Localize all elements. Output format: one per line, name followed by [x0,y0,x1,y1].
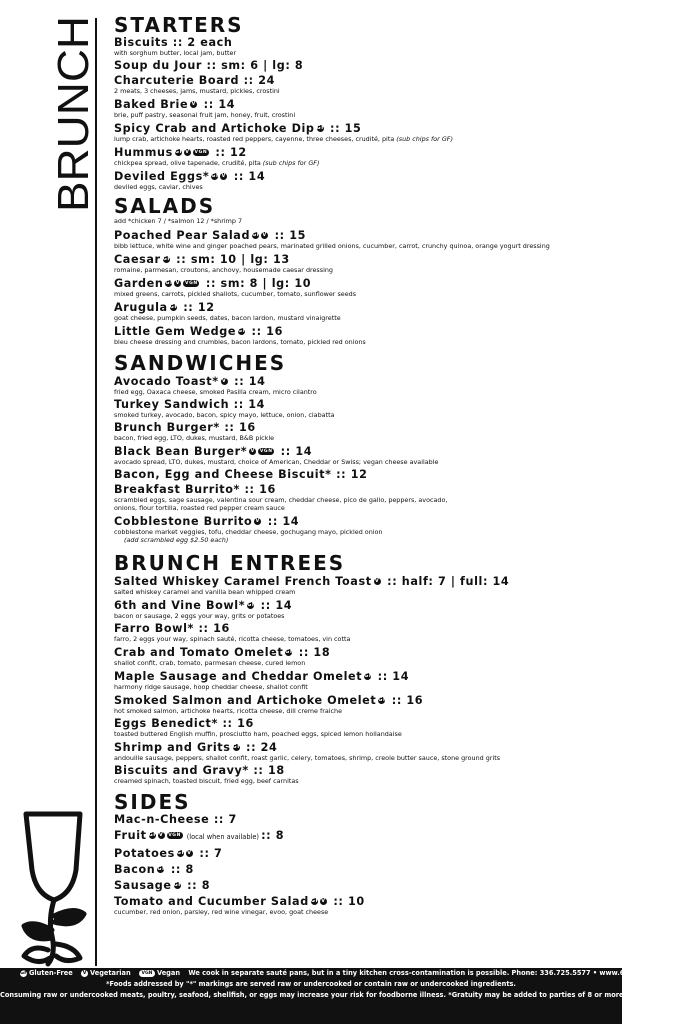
gf-icon: GF [232,743,242,750]
item-desc: bibb lettuce, white wine and ginger poached pears, marinated grilled onions, cucumber, carrot, crunchy quinoa, orange yogurt dressing [114,242,550,250]
item-desc: creamed spinach, toasted biscuit, fried egg, beef carnitas [114,777,299,785]
menu-item [114,813,614,826]
vegan-icon: VGN [185,280,198,286]
diet-badges [174,878,183,891]
menu-item [114,145,614,167]
diet-badges [157,862,166,875]
item-price: :: half: 7 | full: 14 [382,575,510,588]
diet-badges [364,669,373,682]
item-price: :: 8 [261,829,285,842]
item-desc: scrambled eggs, sage sausage, valentina sour cream, cheddar cheese, pico de gallo, peppers, avocado, [114,496,448,504]
item-price: :: 12 [210,146,247,159]
section-title: SANDWICHES [114,351,287,375]
section-title: SIDES [114,790,191,814]
item-desc: avocado spread, LTO, dukes, mustard, choice of American, Cheddar or Swiss; vegan cheese available [114,458,439,466]
item-title: Caesar GF :: sm: 10 | lg: 13 [114,253,290,266]
menu-item [114,252,614,274]
item-desc-line2: onions, flour tortilla, roasted red pepper cream sauce [114,504,285,512]
item-desc: hot smoked salmon, artichoke hearts, ricotta cheese, dill creme fraiche [114,707,343,715]
item-title: Crab and Tomato Omelet GF :: 18 [114,646,331,659]
item-title: Little Gem Wedge GF :: 16 [114,325,283,338]
item-title: Soup du Jour :: sm: 6 | lg: 8 [114,59,304,72]
vegan-icon: VGN [194,149,208,155]
v-icon: V [255,517,261,524]
item-desc: 2 meats, 3 cheeses, jams, mustard, pickles, crostini [114,87,280,95]
item-title: Black Bean Burger* V VGN :: 14 [114,445,313,458]
item-desc: bleu cheese dressing and crumbles, bacon lardons, tomato, pickled red onions [114,338,366,346]
legend-vegetarian: V Vegetarian [82,969,131,977]
diet-badges [175,145,211,158]
section-note: add *chicken 7 / *salmon 12 / *shrimp 7 [114,217,243,225]
item-title: Turkey Sandwich :: 14 [114,398,266,411]
v-icon: V [374,577,380,584]
v-icon: V [221,172,227,179]
item-price: :: 15 [325,122,362,135]
item-desc: mixed greens, carrots, pickled shallots, cucumber, tomato, sunflower seeds [114,290,357,298]
item-price: :: 15 [270,229,306,242]
desc-note: (sub chips for GF) [394,135,453,143]
gf-icon: GF [378,696,388,703]
item-desc: shallot confit, crab, tomato, parmesan cheese, cured lemon [114,659,306,667]
gf-icon: GF [148,831,158,838]
v-icon: V [175,279,181,286]
section-sides [114,791,614,916]
item-title: Eggs Benedict* :: 16 [114,717,254,730]
menu-item [114,764,614,785]
v-icon: V [187,849,192,856]
menu-item [114,693,614,715]
item-title: Avocado Toast* V :: 14 [114,375,266,388]
item-desc: bacon or sausage, 2 eggs your way, grits or potatoes [114,612,285,620]
menu-item [114,717,614,738]
item-desc: harmony ridge sausage, hoop cheddar cheese, shallot confit [114,683,308,691]
item-title: Baked Brie V :: 14 [114,98,236,111]
menu-item [114,228,614,250]
item-desc: andouille sausage, peppers, shallot confit, roast garlic, celery, tomatoes, shrimp, creole butter sauce, stone ground grits [114,754,501,762]
diet-badges [238,324,247,337]
item-title: Biscuits :: 2 each [114,36,233,49]
footer-line2: *Foods addressed by "*" markings are served raw or undercooked or contain raw or undercooked ingredients. [106,980,516,988]
item-title: Biscuits and Gravy* :: 18 [114,764,285,777]
diet-badges [249,444,276,457]
legend-gluten-free: GFGluten-Free [20,969,73,977]
diet-badges [149,828,185,841]
menu-item [114,483,614,512]
item-title: Fruit GF V VGN (local when available) :: 8 [114,829,285,842]
diet-badges [177,846,195,859]
item-desc: fried egg, Oaxaca cheese, smoked Pasilla cream, micro cilantro [114,388,317,396]
item-price: :: sm: 10 | lg: 13 [171,253,290,266]
item-desc: farro, 2 eggs your way, spinach sauté, ricotta cheese, tomatoes, vin cotta [114,635,351,643]
menu-item [114,300,614,322]
item-title: Poached Pear Salad GF V :: 15 [114,229,306,242]
item-title: Mac-n-Cheese :: 7 [114,813,237,826]
section-title: BRUNCH ENTREES [114,551,346,575]
gf-icon: GF [238,327,247,334]
v-icon: V [191,100,196,107]
item-title: 6th and Vine Bowl* GF :: 14 [114,599,293,612]
diet-badges [374,574,383,587]
gf-icon: GF [211,172,221,179]
item-desc: cucumber, red onion, parsley, red wine vinegar, evoo, goat cheese [114,908,329,916]
item-price: :: 14 [263,515,300,528]
item-title: Maple Sausage and Cheddar Omelet GF :: 14 [114,670,410,683]
v-icon: V [185,148,190,155]
item-desc: deviled eggs, caviar, chives [114,183,203,191]
gf-icon: GF [247,601,256,608]
menu-item [114,398,614,419]
item-desc: goat cheese, pumpkin seeds, dates, bacon lardon, mustard vinaigrette [114,314,341,322]
gf-icon: GF [176,849,186,856]
price-note: (local when available) [184,833,262,841]
diet-badges [285,645,294,658]
section-title: SALADS [114,194,216,218]
gf-icon: GF [157,865,167,872]
item-title: Shrimp and Grits GF :: 24 [114,741,278,754]
item-desc-note: (add scrambled egg $2.50 each) [124,536,229,544]
item-desc: brie, puff pastry, seasonal fruit jam, honey, fruit, crostini [114,111,296,119]
diet-badges [165,276,201,289]
vegan-icon: VGN [259,448,273,454]
item-title: Bacon, Egg and Cheese Biscuit* :: 12 [114,468,368,481]
item-desc: with sorghum butter, local jam, butter [114,49,237,57]
gf-icon: GF [162,255,172,262]
menu-item [114,468,614,481]
item-price: :: 14 [199,98,236,111]
item-price: :: 14 [229,375,266,388]
menu-item [114,324,614,346]
section-sandwiches [114,352,614,544]
item-price: :: 14 [256,599,293,612]
item-price: :: 7 [194,847,223,860]
diet-badges [311,894,329,907]
section-salads [114,195,614,346]
item-price: :: 16 [387,694,424,707]
item-title: Charcuterie Board :: 24 [114,74,276,87]
item-title: Tomato and Cucumber Salad GF V :: 10 [114,895,365,908]
diet-badges [317,121,326,134]
gf-icon: GF [165,279,175,286]
v-icon: V [262,231,267,238]
item-desc: toasted buttered English muffin, prosciutto ham, poached eggs, spiced lemon hollandaise [114,730,402,738]
item-price: :: 8 [166,863,194,876]
gf-icon: GF [285,648,295,655]
item-desc: chickpea spread, olive tapenade, crudité, pita (sub chips for GF) [114,159,320,167]
item-title: Deviled Eggs* GF V :: 14 [114,170,266,183]
menu-item [114,862,614,876]
menu-item [114,59,614,72]
item-title: Garden GF V VGN :: sm: 8 | lg: 10 [114,277,312,290]
v-icon: V [321,897,326,904]
item-price: :: 12 [178,301,215,314]
item-title: Brunch Burger* :: 16 [114,421,256,434]
legend-vegan: VGN Vegan [139,968,180,979]
item-title: Bacon GF :: 8 [114,863,194,876]
vine-logo [18,810,88,968]
item-title: Breakfast Burrito* :: 16 [114,483,276,496]
item-price: :: 24 [241,741,278,754]
menu-item [114,374,614,396]
item-desc: lump crab, artichoke hearts, roasted red peppers, cayenne, three cheeses, crudité, pita (sub chips for GF) [114,135,453,143]
menu-item [114,894,614,916]
brunch-vertical-title [48,14,98,214]
item-price: :: 14 [229,170,266,183]
diet-badges [254,514,263,527]
menu-columns [114,14,614,918]
menu-item [114,514,614,544]
menu-item [114,669,614,691]
diet-badges [233,740,242,753]
item-title: Potatoes GF V :: 7 [114,847,223,860]
item-title: Spicy Crab and Artichoke Dip GF :: 15 [114,122,362,135]
v-icon: V [221,377,227,384]
item-desc: cobblestone market veggies, tofu, cheddar cheese, gochugang mayo, pickled onion [114,528,383,536]
vegan-icon: VGN [139,970,155,977]
menu-item [114,828,614,844]
footer-legend-row [0,968,680,979]
gf-icon: GF [364,672,373,679]
diet-badges [211,169,229,182]
item-price: :: 18 [294,646,331,659]
item-price: :: 10 [328,895,365,908]
section-starters [114,14,614,191]
item-title: Hummus GF V VGN :: 12 [114,146,247,159]
gf-icon: GF [252,231,261,238]
item-title: Cobblestone Burrito V :: 14 [114,515,300,528]
gf-icon: GF [173,881,183,888]
section-entrees [114,552,614,785]
diet-badges [221,374,230,387]
desc-note: (sub chips for GF) [260,159,320,167]
v-icon: V [250,447,255,454]
gf-icon: GF [316,124,326,131]
diet-badges [163,252,172,265]
item-title: Arugula GF :: 12 [114,301,215,314]
menu-item [114,574,614,596]
item-title: Farro Bowl* :: 16 [114,622,230,635]
v-icon: V [158,831,164,838]
diet-badges [247,598,256,611]
item-desc: bacon, fried egg, LTO, dukes, mustard, B&B pickle [114,434,275,442]
menu-item [114,421,614,442]
menu-item [114,97,614,119]
diet-badges [378,693,387,706]
menu-item [114,121,614,143]
menu-item [114,276,614,298]
item-title: Smoked Salmon and Artichoke Omelet GF :: 16 [114,694,424,707]
diet-badges [170,300,179,313]
item-title: Sausage GF :: 8 [114,879,211,892]
item-title: Salted Whiskey Caramel French Toast V :: half: 7 | full: 14 [114,575,510,588]
footer [0,968,680,1024]
diet-badges [252,228,270,241]
menu-item [114,36,614,57]
svg-text:BRUNCH: BRUNCH [49,23,98,212]
item-price: :: 16 [247,325,283,338]
item-price: :: sm: 8 | lg: 10 [201,277,312,290]
menu-item [114,878,614,892]
menu-item [114,444,614,466]
diet-badges [190,97,199,110]
item-price: :: 8 [182,879,211,892]
item-desc: romaine, parmesan, croutons, anchovy, housemade caesar dressing [114,266,333,274]
divider-line [95,18,97,966]
menu-item [114,846,614,860]
menu-item [114,740,614,762]
menu-item [114,169,614,191]
menu-item [114,74,614,95]
item-price: :: 14 [373,670,410,683]
menu-item [114,598,614,620]
gf-icon: GF [174,148,184,155]
item-desc: smoked turkey, avocado, bacon, spicy mayo, lettuce, onion, ciabatta [114,411,335,419]
section-title: STARTERS [114,13,244,37]
gf-icon: GF [310,897,320,904]
vegan-icon: VGN [168,832,181,838]
item-price: :: 14 [276,445,313,458]
gf-icon: GF [169,303,179,310]
gf-icon: GF [20,969,28,976]
v-icon: V [82,969,87,976]
item-desc: salted whiskey caramel and vanilla bean whipped cream [114,588,296,596]
menu-item [114,622,614,643]
footer-line3: Consuming raw or undercooked meats, poultry, seafood, shellfish, or eggs may increase your risk for foodborne illness. *Gratuity may be added to parties of 8 or more. [0,991,627,999]
footer-line1: We cook in separate sauté pans, but in a tiny kitchen cross-contamination is possible. Phone: 336.725.5577 • www.6thandvine.com [188,969,680,977]
menu-item [114,645,614,667]
